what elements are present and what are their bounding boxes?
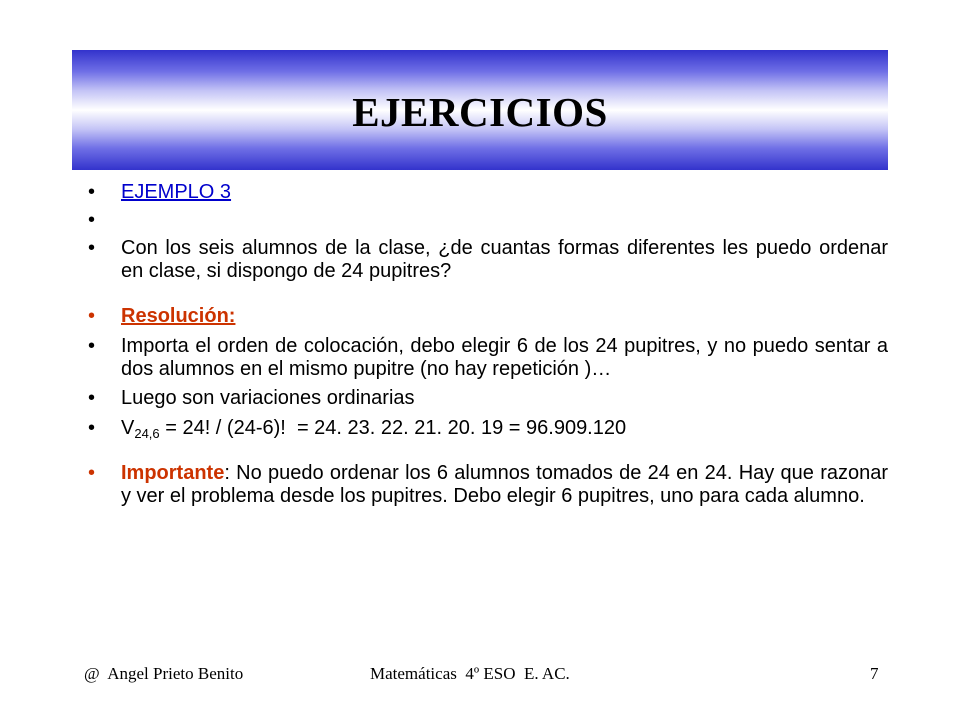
footer-author: @ Angel Prieto Benito <box>84 664 244 683</box>
bullet-empty <box>88 209 888 232</box>
formula-symbol: V <box>121 417 135 439</box>
formula-expression: = 24! / (24-6)! = 24. 23. 22. 21. 20. 19 = 96.909.120 <box>159 417 627 439</box>
bullet-example-heading <box>88 181 888 204</box>
footer-page-number: 7 <box>870 664 879 683</box>
resolution-heading: Resolución: <box>121 305 236 327</box>
formula-subscript: 24,6 <box>134 426 160 441</box>
important-text: : No puedo ordenar los 6 alumnos tomados de 24 en 24. Hay que razonar y ver el problema desde los pupitres. Debo elegir 6 pupitres, uno para cada alumno. <box>121 462 888 507</box>
bullet-conclusion: • Luego son variaciones ordinarias <box>88 387 888 410</box>
bullet-important <box>88 462 888 508</box>
footer-course: Matemáticas 4º ESO E. AC. <box>370 664 570 683</box>
slide-title: EJERCICIOS <box>352 89 608 135</box>
bullet-resolution-heading <box>88 305 888 328</box>
bullet-list <box>88 181 888 508</box>
bullet-formula <box>88 417 888 440</box>
example-heading-link[interactable]: EJEMPLO 3 <box>121 181 232 203</box>
bullet-question: • Con los seis alumnos de la clase, ¿de cuantas formas diferentes les puedo ordenar en clase, si dispongo de 24 pupitres? <box>88 237 888 283</box>
important-label: Importante <box>121 462 225 484</box>
bullet-explanation: • Importa el orden de colocación, debo elegir 6 de los 24 pupitres, y no puedo sentar a dos alumnos en el mismo pupitre (no hay repetición )… <box>88 335 888 381</box>
